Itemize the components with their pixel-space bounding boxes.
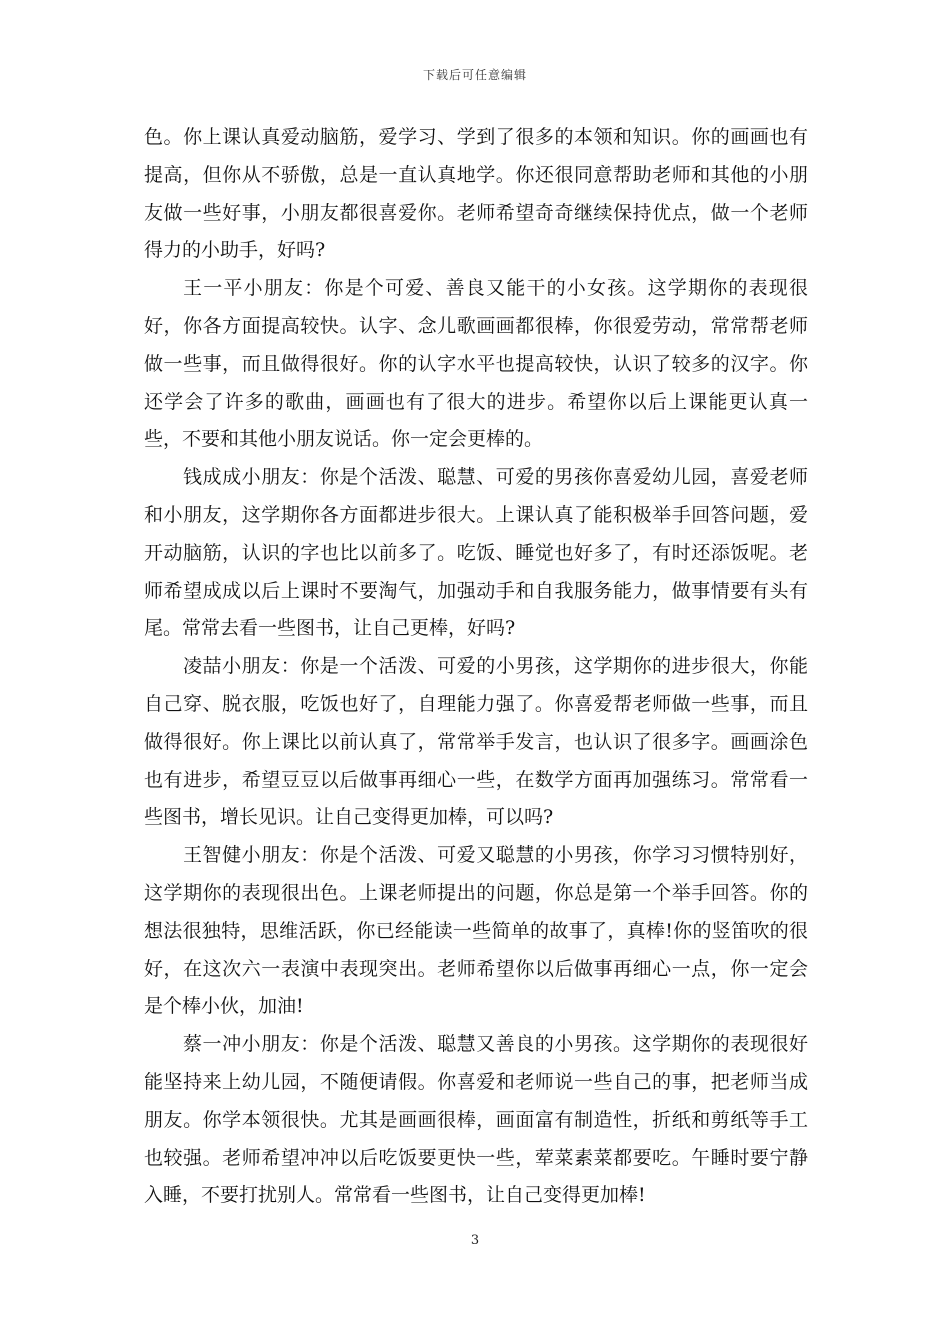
paragraph-wang-zhijian: 王智健小朋友：你是个活泼、可爱又聪慧的小男孩，你学习习惯特别好，这学期你的表现很出色。上课老师提出的问题，你总是第一个举手回答。你的想法很独特，思维活跃，你已经能读一些简单的故事了，真棒!你的竖笛吹的很好，在这次六一表演中表现突出。老师希望你以后做事再细心一点，你一定会是个棒小伙，加油! (144, 844, 808, 1018)
paragraph-wang-yiping: 王一平小朋友：你是个可爱、善良又能干的小女孩。这学期你的表现很好，你各方面提高较快。认字、念儿歌画画都很棒，你很爱劳动，常常帮老师做一些事，而且做得很好。你的认字水平也提高较快，认识了较多的汉字。你还学会了许多的歌曲，画画也有了很大的进步。希望你以后上课能更认真一些，不要和其他小朋友说话。你一定会更棒的。 (144, 277, 808, 451)
page-number: 3 (470, 1233, 480, 1248)
page-header: 下载后可任意编辑 (422, 68, 527, 82)
document-body (144, 119, 808, 1215)
paragraph-cai-yichong: 蔡一冲小朋友：你是个活泼、聪慧又善良的小男孩。这学期你的表现很好能坚持来上幼儿园，不随便请假。你喜爱和老师说一些自己的事，把老师当成朋友。你学本领很快。尤其是画画很棒，画面富有制造性，折纸和剪纸等手工也较强。老师希望冲冲以后吃饭要更快一些，荤菜素菜都要吃。午睡时要宁静入睡，不要打扰别人。常常看一些图书，让自己变得更加棒! (144, 1033, 808, 1207)
paragraph-ling-zhe: 凌喆小朋友：你是一个活泼、可爱的小男孩，这学期你的进步很大，你能自己穿、脱衣服，吃饭也好了，自理能力强了。你喜爱帮老师做一些事，而且做得很好。你上课比以前认真了，常常举手发言，也认识了很多字。画画涂色也有进步，希望豆豆以后做事再细心一些，在数学方面再加强练习。常常看一些图书，增长见识。让自己变得更加棒，可以吗? (144, 655, 808, 829)
paragraph-continuation: 色。你上课认真爱动脑筋，爱学习、学到了很多的本领和知识。你的画画也有提高，但你从不骄傲，总是一直认真地学。你还很同意帮助老师和其他的小朋友做一些好事，小朋友都很喜爱你。老师希望奇奇继续保持优点，做一个老师得力的小助手，好吗? (144, 126, 808, 262)
paragraph-qian-chengcheng: 钱成成小朋友：你是个活泼、聪慧、可爱的男孩你喜爱幼儿园，喜爱老师和小朋友，这学期你各方面都进步很大。上课认真了能积极举手回答问题，爱开动脑筋，认识的字也比以前多了。吃饭、睡觉也好多了，有时还添饭呢。老师希望成成以后上课时不要淘气，加强动手和自我服务能力，做事情要有头有尾。常常去看一些图书，让自己更棒，好吗? (144, 466, 808, 640)
